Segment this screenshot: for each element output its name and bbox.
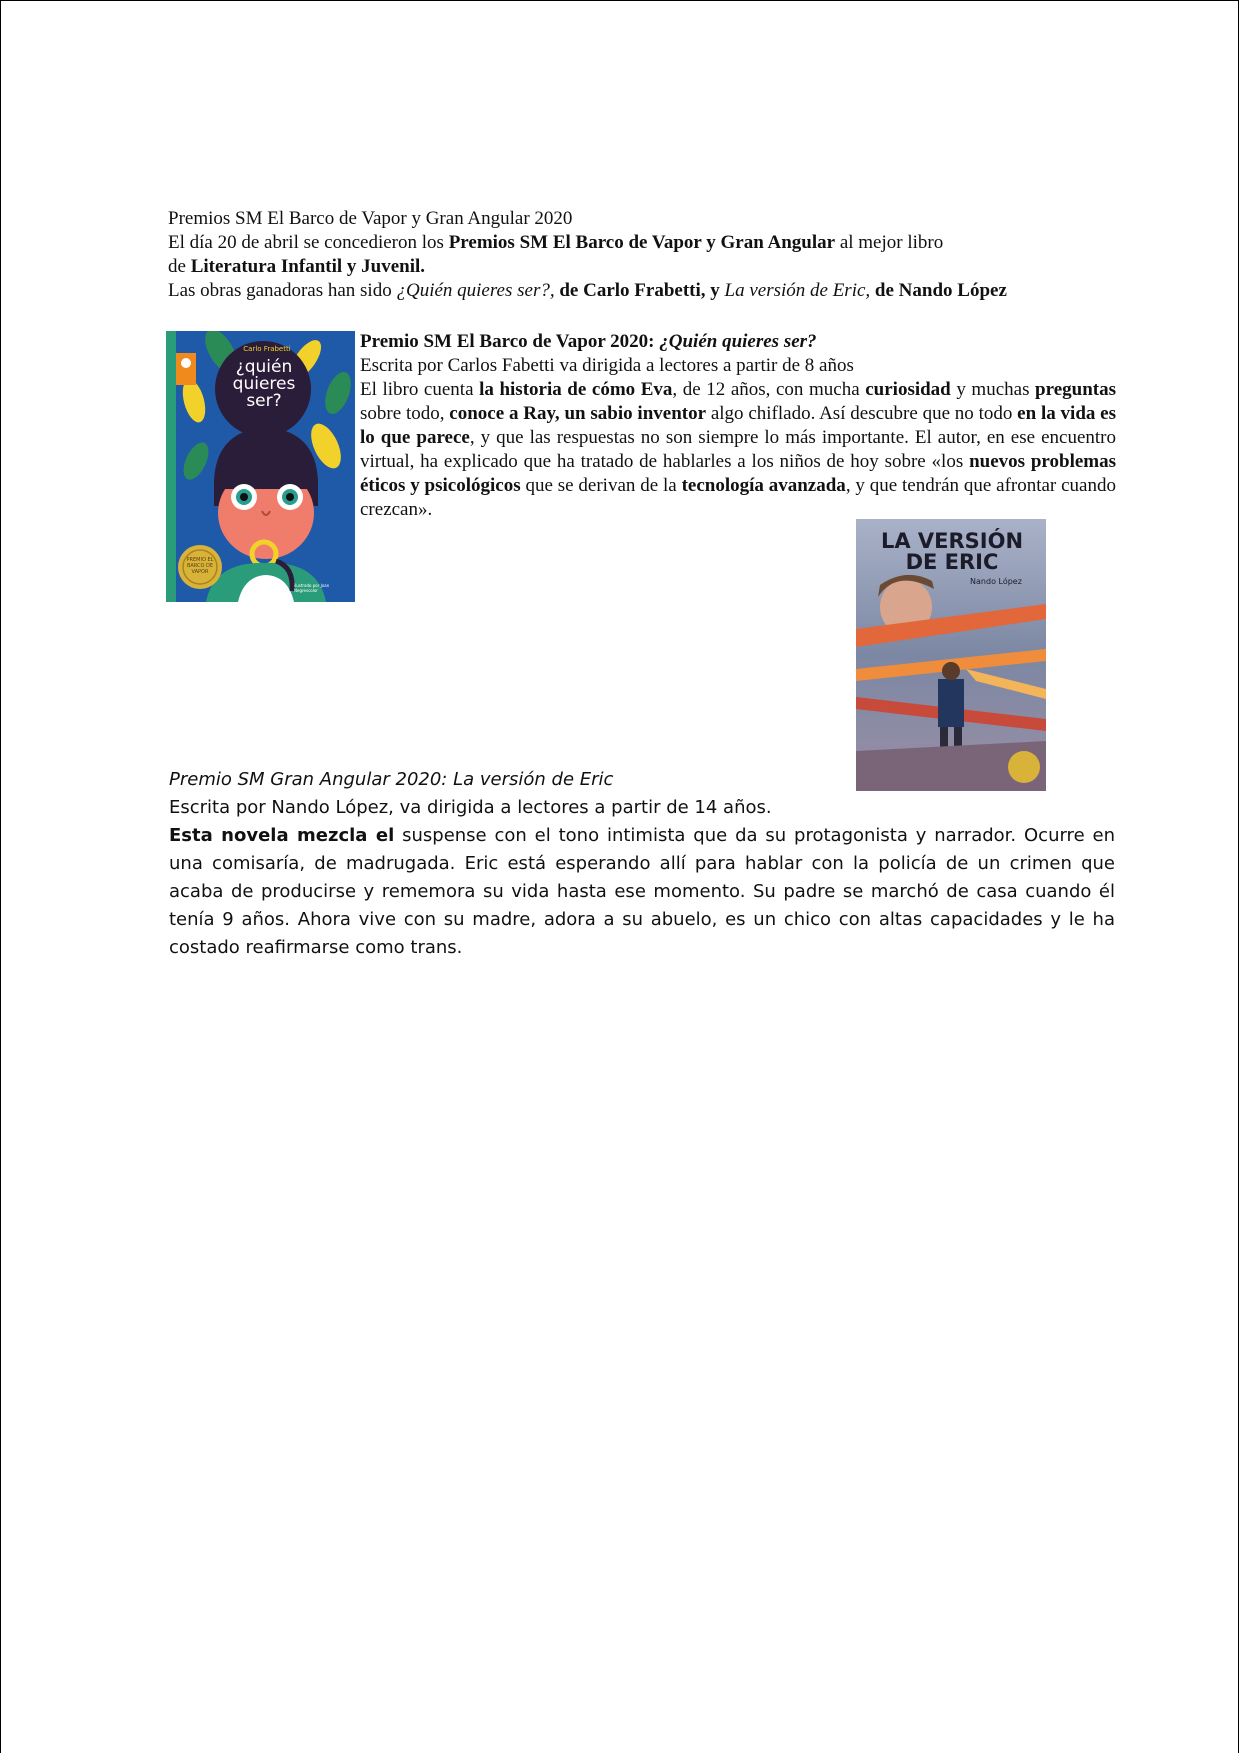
intro-heading: Premios SM El Barco de Vapor y Gran Angular 2020 xyxy=(168,208,573,229)
cover1-author: Carlo Frabetti xyxy=(243,345,291,353)
prize2-title: Premio SM Gran Angular 2020: La versión de Eric xyxy=(169,769,614,790)
cover1-title: ¿quién quieres ser? xyxy=(232,357,296,411)
cover2-author: Nando López xyxy=(970,577,1022,586)
intro-section xyxy=(168,207,1128,303)
prize1-body: El libro cuenta la historia de cómo Eva, de 12 años, con mucha curiosidad y muchas preguntas sobre todo, conoce a Ray, un sabio inventor algo chiflado. Así descubre que no todo en la vida es lo que parece, y que las respuestas no son siempre lo más importante. El autor, en ese encuentro virtual, ha explicado que ha tratado de hablarles a los niños de hoy sobre «los nuevos problemas éticos y psicológicos que se derivan de la tecnología avanzada, y que tendrán que afrontar cuando crezcan». xyxy=(360,379,1117,520)
prize-barco-de-vapor-section xyxy=(360,330,1116,522)
prize2-body: Esta novela mezcla el suspense con el tono intimista que da su protagonista y narrador. Ocurre en una comisaría, de madrugada. Eric está esperando allí para hablar con la policía de un crimen que acaba de producirse y rememora su vida hasta ese momento. Su padre se marchó de casa cuando él tenía 9 años. Ahora vive con su madre, adora a su abuelo, es un chico con altas capacidades y le ha costado reafirmarse como trans. xyxy=(169,825,1115,958)
prize1-subtitle: Escrita por Carlos Fabetti va dirigida a lectores a partir de 8 años xyxy=(360,355,854,376)
prize2-subtitle: Escrita por Nando López, va dirigida a lectores a partir de 14 años. xyxy=(169,797,772,818)
intro-line-3: de Literatura Infantil y Juvenil. xyxy=(168,256,426,277)
intro-line-4: Las obras ganadoras han sido ¿Quién quieres ser?, de Carlo Frabetti, y La versión de Eric, de Nando López xyxy=(168,280,1007,301)
intro-line-2: El día 20 de abril se concedieron los Premios SM El Barco de Vapor y Gran Angular al mejor libro xyxy=(168,232,944,253)
prize1-title: Premio SM El Barco de Vapor 2020: ¿Quién quieres ser? xyxy=(360,331,817,352)
book-cover-la-version-de-eric xyxy=(856,519,1046,791)
book-cover-quien-quieres-ser xyxy=(166,331,355,602)
cover1-seal-text: PREMIO EL BARCO DE VAPOR xyxy=(186,557,214,575)
prize-gran-angular-section xyxy=(169,766,1115,962)
cover1-illustrator: ilustrado por Joan Negrescolor xyxy=(294,583,330,593)
cover2-title: LA VERSIÓN DE ERIC xyxy=(880,529,1024,574)
